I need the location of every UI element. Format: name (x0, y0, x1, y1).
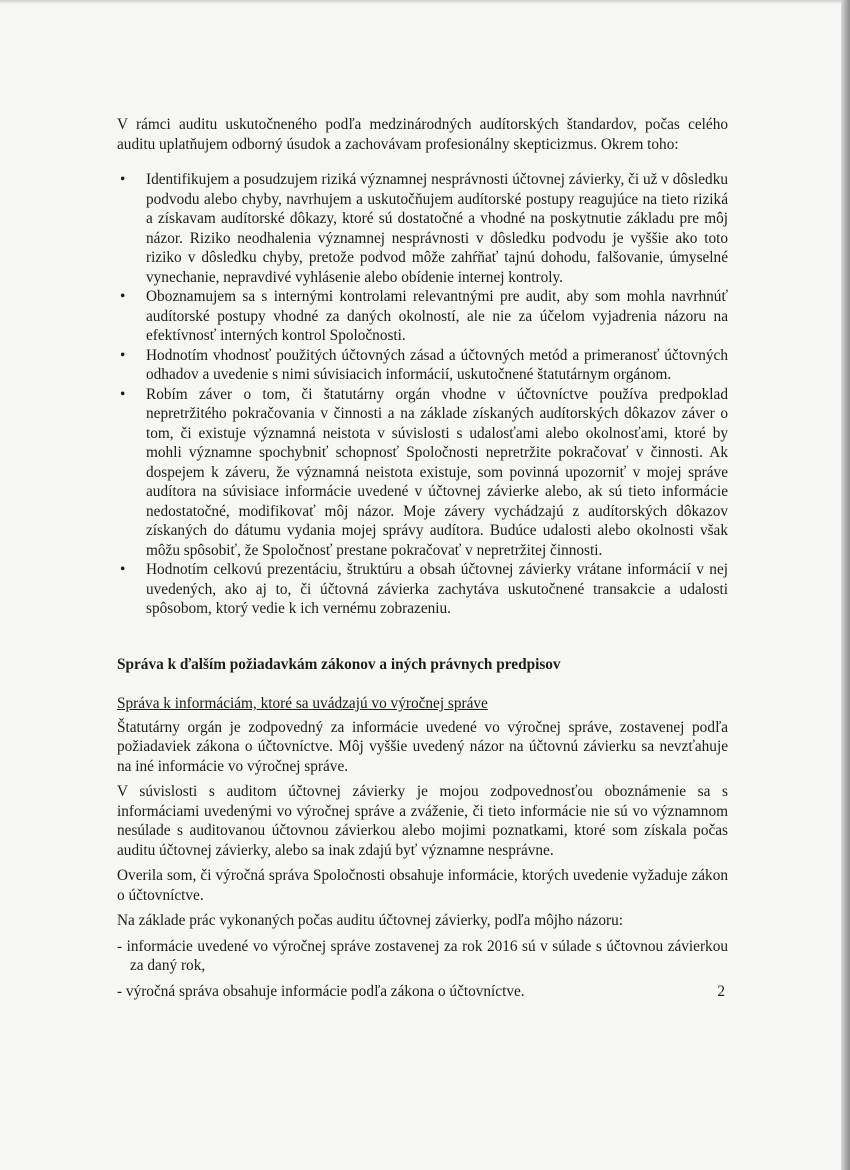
paragraph: Na základe prác vykonaných počas auditu účtovnej závierky, podľa môjho názoru: (117, 912, 624, 929)
dash-item (117, 982, 728, 1002)
bullet-item (117, 170, 728, 287)
bullet-text: Oboznamujem sa s internými kontrolami relevantnými pre audit, aby som mohla navrhnúť audítorské postupy vhodné za daných okolností, ale nie za účelom vyjadrenia názoru na efektívnosť interných kontrol Spoločnosti. (146, 288, 728, 344)
dash-item-text: - výročná správa obsahuje informácie podľa zákona o účtovníctve. (117, 982, 525, 1000)
section-subheading: Správa k informáciám, ktoré sa uvádzajú vo výročnej správe (117, 695, 488, 712)
bullet-text: Identifikujem a posudzujem riziká významnej nesprávnosti účtovnej závierky, či už v dôsledku podvodu alebo chyby, navrhujem a uskutočňujem audítorské postupy reagujúce na tieto riziká a získavam audítorské dôkazy, ktoré sú dostatočné a vhodné na poskytnutie základu pre môj názor. Riziko neodhalenia významnej nesprávnosti v dôsledku podvodu je vyššie ako toto riziko v dôsledku chyby, pretože podvod môže zahŕňať tajnú dohodu, falšovanie, úmyselné vynechanie, nepravdivé vyhlásenie alebo obídenie internej kontroly. (146, 171, 728, 286)
bullet-text: Robím záver o tom, či štatutárny orgán vhodne v účtovníctve používa predpoklad nepretržitého pokračovania v činnosti a na základe získaných audítorských dôkazov záver o tom, či existuje významná neistota v súvislosti s udalosťami alebo okolnosťami, ktoré by mohli významne spochybniť schopnosť Spoločnosti nepretržite pokračovať v činnosti. Ak dospejem k záveru, že významná neistota existuje, som povinná upozorniť v mojej správe audítora na súvisiace informácie uvedené v účtovnej závierke alebo, ak sú tieto informácie nedostatočné, modifikovať môj názor. Moje závery vychádzajú z audítorských dôkazov získaných do dátumu vydania mojej správy audítora. Budúce udalosti alebo okolnosti však môžu spôsobiť, že Spoločnosť prestane pokračovať v nepretržitej činnosti. (146, 385, 728, 559)
bullet-text: Hodnotím celkovú prezentáciu, štruktúru a obsah účtovnej závierky vrátane informácií v nej uvedených, ako aj to, či účtovná závierka zachytáva uskutočnené transakcie a udalosti spôsobom, ktorý vedie k ich vernému zobrazeniu. (146, 561, 728, 617)
paragraph: Overila som, či výročná správa Spoločnosti obsahuje informácie, ktorých uvedenie vyžaduje zákon o účtovníctve. (117, 867, 728, 904)
scan-edge-right (841, 0, 850, 1170)
dash-item (117, 937, 728, 976)
paragraph: V súvislosti s auditom účtovnej závierky je mojou zodpovednosťou oboznámenie sa s informáciami uvedenými vo výročnej správe a zváženie, či tieto informácie nie sú vo významnom nesúlade s auditovanou účtovnou závierkou alebo mojimi poznatkami, ktoré som získala počas auditu účtovnej závierky, alebo sa inak zdajú byť významne nesprávne. (117, 783, 728, 859)
page-number: 2 (717, 982, 725, 1000)
intro-paragraph: V rámci auditu uskutočneného podľa medzinárodných audítorských štandardov, počas celého auditu uplatňujem odborný úsudok a zachovávam profesionálny skepticizmus. Okrem toho: (117, 116, 728, 153)
bullet-item (117, 287, 728, 346)
dash-item-text: - informácie uvedené vo výročnej správe zostavenej za rok 2016 sú v súlade s účtovnou závierkou za daný rok, (117, 937, 728, 974)
bullet-icon: • (120, 171, 126, 188)
bullet-item (117, 346, 728, 385)
document-body (117, 115, 728, 1001)
bullet-item (117, 385, 728, 561)
bullet-text: Hodnotím vhodnosť použitých účtovných zásad a účtovných metód a primeranosť účtovných odhadov a uvedenie s nimi súvisiacich informácií, uskutočnené štatutárnym orgánom. (146, 346, 728, 383)
section-heading: Správa k ďalším požiadavkám zákonov a iných právnych predpisov (117, 655, 561, 673)
paragraph: Štatutárny orgán je zodpovedný za informácie uvedené vo výročnej správe, zostavenej podľa požiadaviek zákona o účtovníctve. Môj vyššie uvedený názor na účtovnú závierku sa nevzťahuje na iné informácie vo výročnej správe. (117, 718, 728, 775)
bullet-icon: • (120, 288, 126, 305)
bullet-item (117, 560, 728, 619)
scan-edge-top (0, 0, 850, 4)
bullet-icon: • (120, 385, 126, 403)
bullet-icon: • (120, 346, 126, 364)
bullet-icon: • (120, 561, 126, 578)
